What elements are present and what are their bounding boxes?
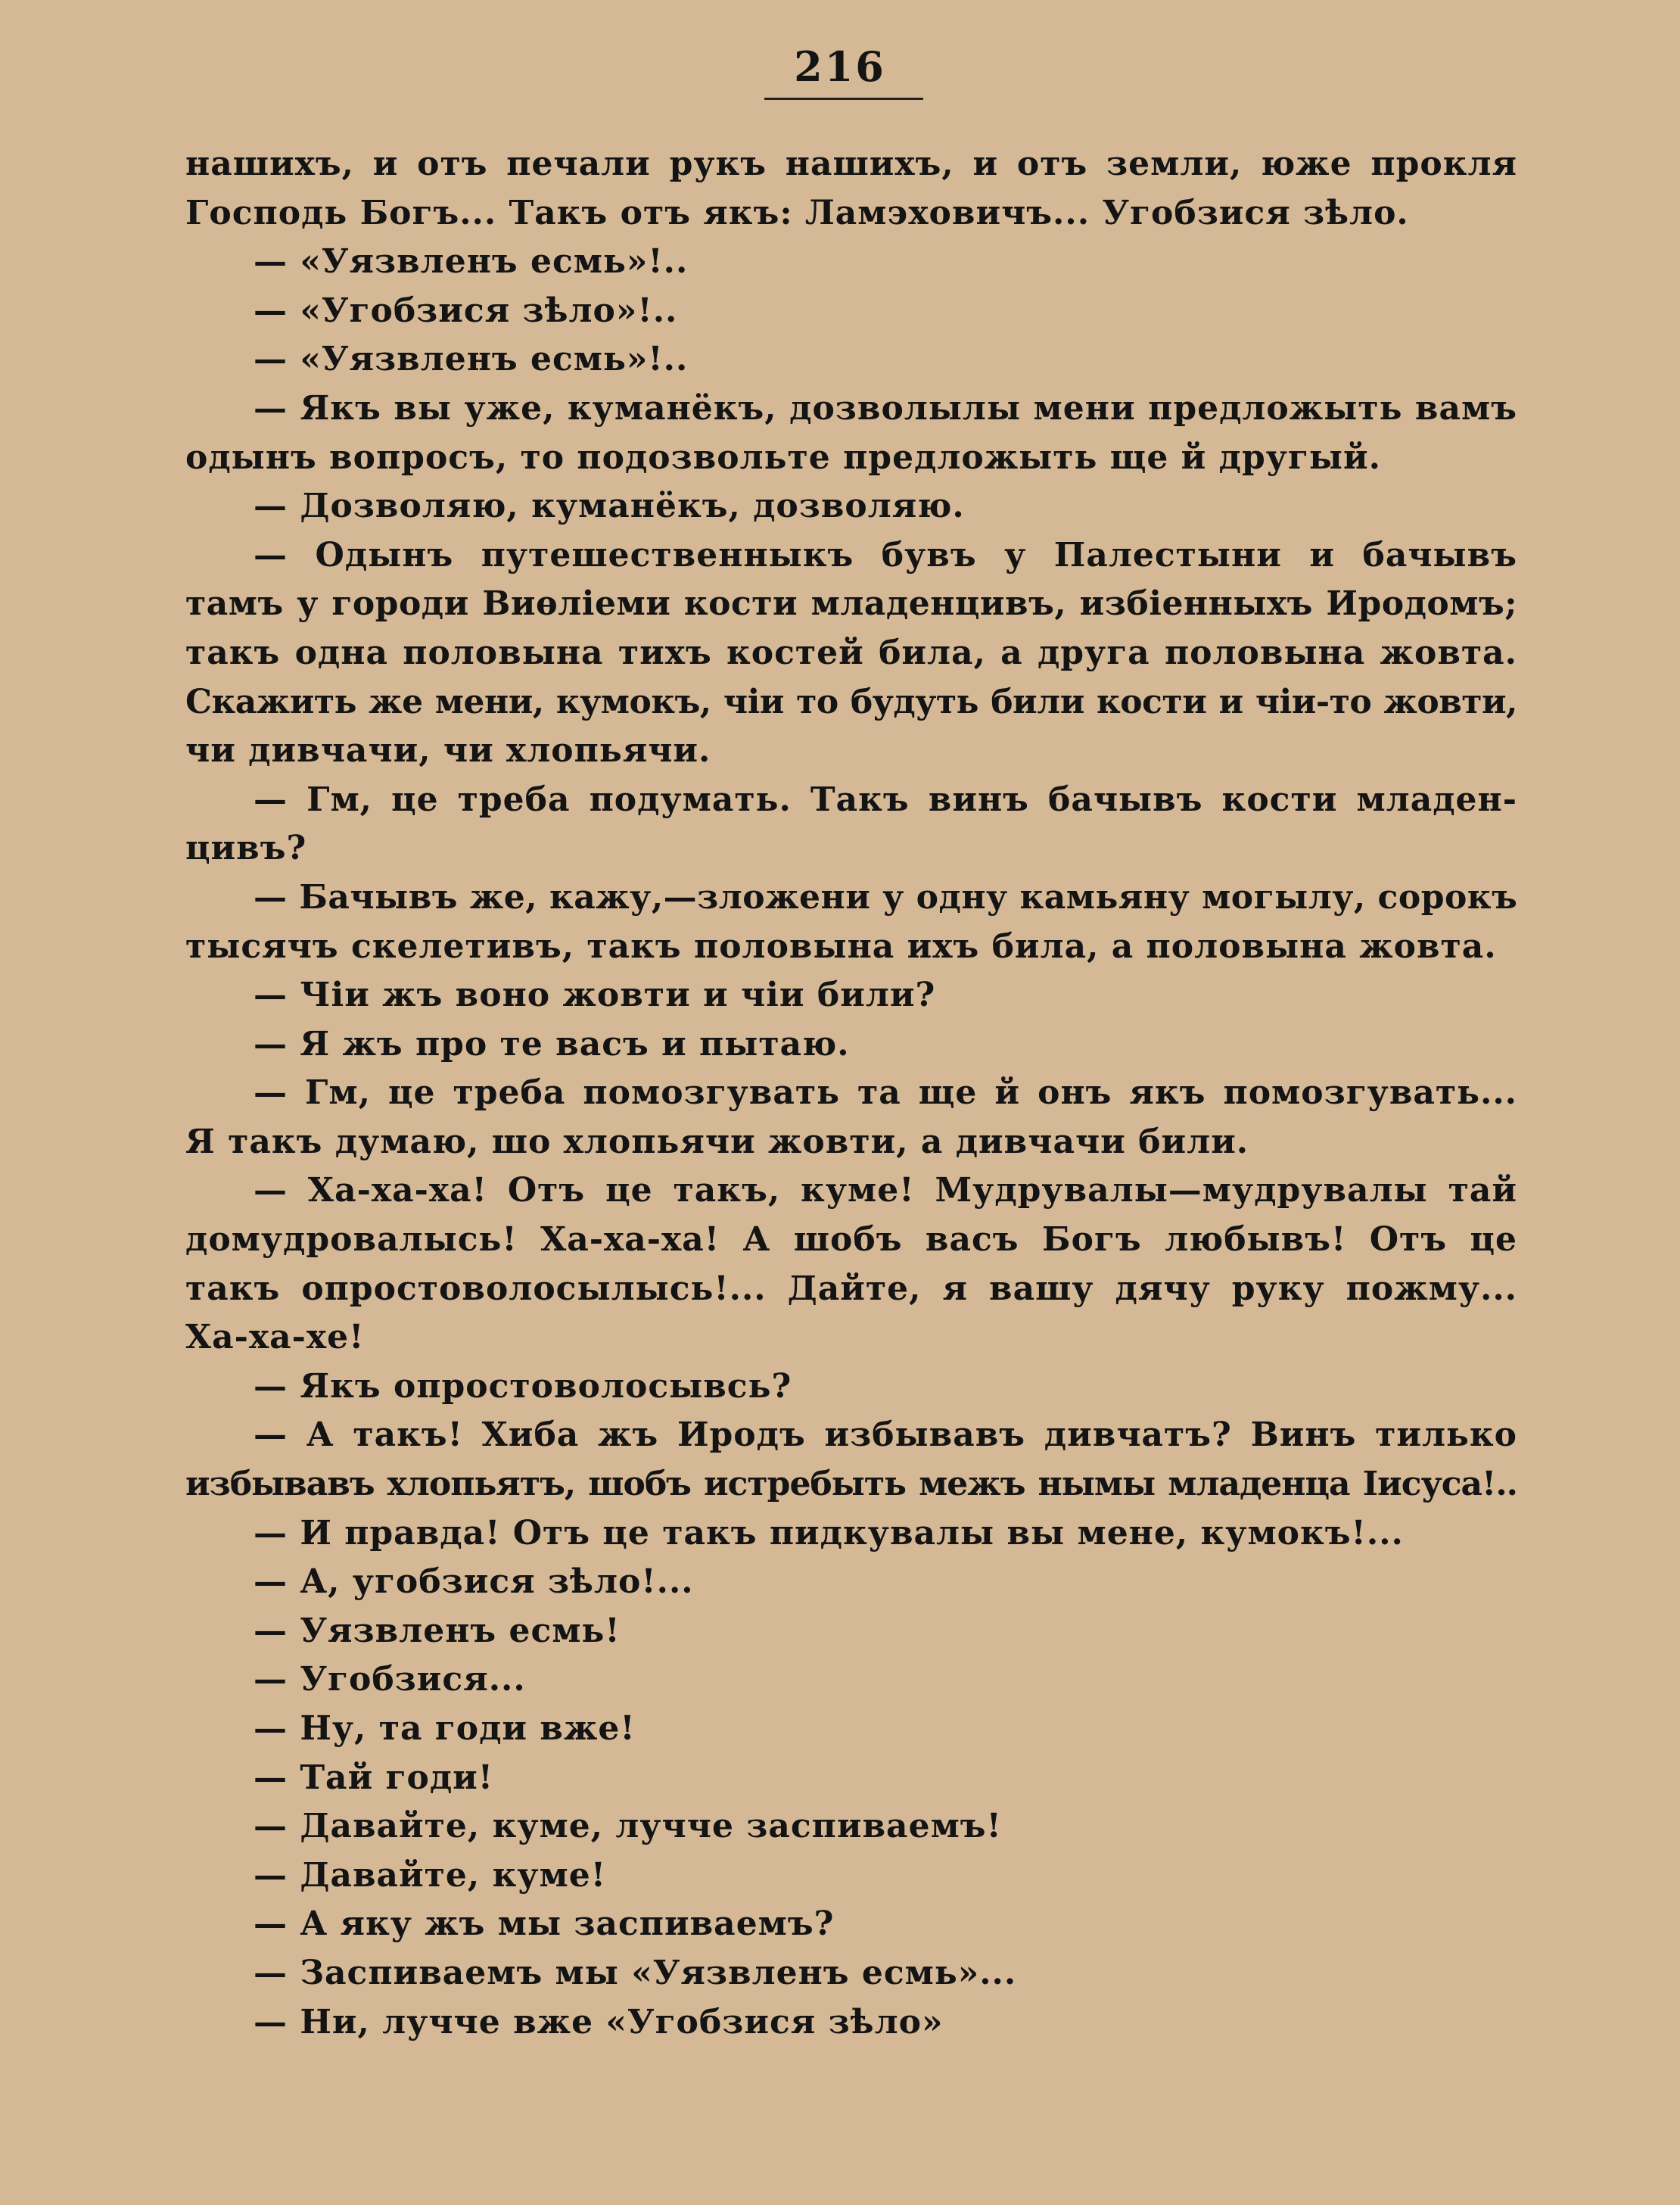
header-rule <box>764 98 923 100</box>
text-line: — Гм, це треба помозгувать та ще й онъ якъ помозгувать... <box>254 1073 1517 1113</box>
text-line: Господь Богъ... Такъ отъ якъ: Ламэховичъ... Угобзися зѣло. <box>185 193 1409 232</box>
text-line: Скажить же мени, кумокъ, чiи то будуть били кости и чiи-то жовти, <box>185 682 1517 721</box>
text-line: такъ одна половына тихъ костей била, а друга половына жовта. <box>185 633 1517 672</box>
text-line: — Заспиваемъ мы «Уязвленъ есмь»... <box>254 1953 1017 1992</box>
text-body <box>185 140 1517 2047</box>
text-line: — И правда! Отъ це такъ пидкувалы вы мене, кумокъ!... <box>254 1513 1404 1553</box>
text-line: — Угобзися... <box>254 1660 526 1699</box>
text-line: — Бачывъ же, кажу,—зложени у одну камьяну могылу, сорокъ <box>254 877 1518 917</box>
text-line: — Якъ вы уже, куманёкъ, дозволылы мени предложыть вамъ <box>254 388 1517 428</box>
text-line: — Давайте, куме! <box>254 1855 607 1895</box>
text-line: Я такъ думаю, шо хлопьячи жовти, а дивчачи били. <box>185 1122 1249 1161</box>
text-line: — А, угобзися зѣло!... <box>254 1562 694 1602</box>
text-line: — Давайте, куме, лучче заспиваемъ! <box>254 1807 1002 1846</box>
text-line: — Ха-ха-ха! Отъ це такъ, куме! Мудрувалы—мудрувалы тай <box>254 1171 1517 1210</box>
text-line: — А яку жъ мы заспиваемъ? <box>254 1904 835 1944</box>
page-number: 216 <box>794 42 886 91</box>
text-line: Ха-ха-хе! <box>185 1318 365 1357</box>
text-line: — «Уязвленъ есмь»!.. <box>254 340 689 379</box>
text-line: — Ни, лучче вже «Угобзися зѣло» <box>254 2002 944 2041</box>
text-line: такъ опростоволосылысь!... Дайте, я вашу дячу руку пожму... <box>185 1269 1517 1308</box>
text-line: — «Уязвленъ есмь»!.. <box>254 242 689 282</box>
text-line: — Я жъ про те васъ и пытаю. <box>254 1024 850 1064</box>
text-line: — А такъ! Хиба жъ Иродъ избывавъ дивчатъ? Винъ тилько <box>254 1415 1517 1455</box>
text-line: нашихъ, и отъ печали рукъ нашихъ, и отъ земли, юже прокля <box>185 145 1517 183</box>
text-line: тысячъ скелетивъ, такъ половына ихъ била, а половына жовта. <box>185 927 1497 966</box>
text-line: тамъ у городи Виѳлiеми кости младенцивъ, избiенныхъ Иродомъ; <box>185 584 1517 624</box>
text-line: — Якъ опростоволосывсь? <box>254 1366 792 1406</box>
text-line: — Одынъ путешественныкъ бувъ у Палестыни и бачывъ <box>254 535 1517 575</box>
text-line: чи дивчачи, чи хлопьячи. <box>185 731 711 771</box>
text-line: избывавъ хлопьятъ, шобъ истребыть межъ нымы младенца Iисуса!.. <box>185 1465 1517 1504</box>
text-line: одынъ вопросъ, то подозвольте предложыть ще й другый. <box>185 438 1381 477</box>
text-line: — Тай годи! <box>254 1758 494 1797</box>
text-line: домудровалысь! Ха-ха-ха! А шобъ васъ Богъ любывъ! Отъ це <box>185 1220 1517 1260</box>
text-line: — Гм, це треба подумать. Такъ винъ бачывъ кости младен- <box>254 780 1517 819</box>
text-line: — «Угобзися зѣло»!.. <box>254 291 678 330</box>
text-line: — Уязвленъ есмь! <box>254 1611 621 1650</box>
text-line: — Чiи жъ воно жовти и чiи били? <box>254 976 936 1015</box>
text-line: — Дозволяю, куманёкъ, дозволяю. <box>254 487 965 526</box>
text-line: — Ну, та годи вже! <box>254 1709 636 1748</box>
text-line: цивъ? <box>185 829 307 868</box>
